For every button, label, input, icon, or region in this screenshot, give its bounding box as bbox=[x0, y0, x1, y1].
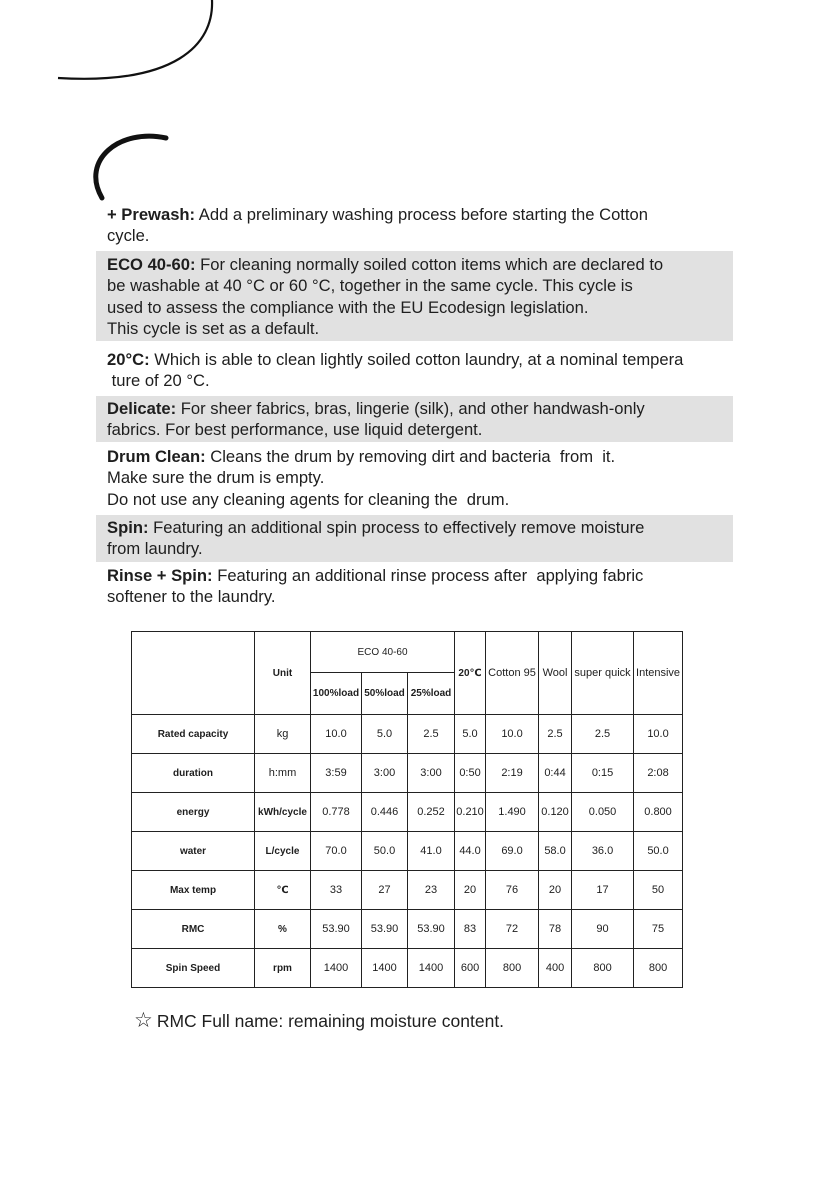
table-cell: 0.050 bbox=[572, 793, 634, 832]
footnote bbox=[134, 1008, 504, 1033]
section-prewash: + Prewash: Add a preliminary washing process before starting the Cotton cycle. bbox=[107, 205, 648, 246]
section-title: Delicate: bbox=[107, 399, 177, 418]
row-label: Rated capacity bbox=[132, 715, 255, 754]
row-unit: rpm bbox=[255, 949, 311, 988]
table-cell: 58.0 bbox=[539, 832, 572, 871]
eco-sub-100: 100%load bbox=[311, 673, 362, 715]
table-cell: 44.0 bbox=[455, 832, 486, 871]
header-blank-cell bbox=[132, 632, 255, 715]
table-cell: 3:00 bbox=[362, 754, 408, 793]
table-row bbox=[132, 715, 683, 754]
footnote-text: RMC Full name: remaining moisture content. bbox=[156, 1011, 505, 1031]
table-cell: 20 bbox=[455, 871, 486, 910]
table-cell: 0.800 bbox=[634, 793, 683, 832]
section-delicate: Delicate: For sheer fabrics, bras, lingerie (silk), and other handwash-only fabrics. For best performance, use liquid detergent. bbox=[96, 396, 733, 442]
page-decoration bbox=[0, 0, 839, 210]
table-cell: 36.0 bbox=[572, 832, 634, 871]
table-row bbox=[132, 871, 683, 910]
program-header-super-quick: super quick bbox=[572, 632, 634, 715]
section-title: Drum Clean: bbox=[107, 447, 206, 466]
table-cell: 75 bbox=[634, 910, 683, 949]
row-unit: L/cycle bbox=[255, 832, 311, 871]
program-header-20c: 20℃ bbox=[455, 632, 486, 715]
table-cell: 10.0 bbox=[486, 715, 539, 754]
table-row bbox=[132, 793, 683, 832]
table-cell: 53.90 bbox=[408, 910, 455, 949]
table-cell: 10.0 bbox=[634, 715, 683, 754]
section-title: 20°C: bbox=[107, 350, 150, 369]
section-rinse-spin: Rinse + Spin: Featuring an additional rinse process after applying fabric softener to the laundry. bbox=[107, 566, 644, 607]
section-title: Rinse + Spin: bbox=[107, 566, 213, 585]
table-cell: 0:15 bbox=[572, 754, 634, 793]
table-cell: 10.0 bbox=[311, 715, 362, 754]
table-cell: 1400 bbox=[362, 949, 408, 988]
row-label: Spin Speed bbox=[132, 949, 255, 988]
row-label: Max temp bbox=[132, 871, 255, 910]
table-cell: 2.5 bbox=[572, 715, 634, 754]
table-cell: 0.778 bbox=[311, 793, 362, 832]
table-cell: 53.90 bbox=[362, 910, 408, 949]
row-label: RMC bbox=[132, 910, 255, 949]
table-cell: 83 bbox=[455, 910, 486, 949]
table-cell: 76 bbox=[486, 871, 539, 910]
section-20c: 20°C: Which is able to clean lightly soiled cotton laundry, at a nominal tempera ture of 20 °C. bbox=[107, 350, 684, 391]
table-cell: 800 bbox=[572, 949, 634, 988]
table-cell: 5.0 bbox=[362, 715, 408, 754]
table-cell: 0.252 bbox=[408, 793, 455, 832]
eco-sub-50: 50%load bbox=[362, 673, 408, 715]
table-cell: 800 bbox=[486, 949, 539, 988]
section-drum-clean: Drum Clean: Cleans the drum by removing dirt and bacteria from it. Make sure the drum is empty. Do not use any cleaning agents for cleaning the drum. bbox=[107, 447, 616, 509]
row-unit: % bbox=[255, 910, 311, 949]
table-cell: 1400 bbox=[408, 949, 455, 988]
row-label: water bbox=[132, 832, 255, 871]
table-header-row bbox=[132, 632, 683, 673]
program-header-wool: Wool bbox=[539, 632, 572, 715]
table-cell: 400 bbox=[539, 949, 572, 988]
table-cell: 0:50 bbox=[455, 754, 486, 793]
row-unit: ℃ bbox=[255, 871, 311, 910]
program-spec-table bbox=[131, 631, 683, 988]
section-title: Spin: bbox=[107, 518, 149, 537]
section-eco-40-60: ECO 40-60: For cleaning normally soiled cotton items which are declared to be washable at 40 °C or 60 °C, together in the same cycle. This cycle is used to assess the compliance with the EU Ecodesign legislation. This cycle is set as a default. bbox=[96, 251, 733, 341]
eco-header: ECO 40-60 bbox=[311, 632, 455, 673]
table-cell: 2:19 bbox=[486, 754, 539, 793]
table-cell: 50.0 bbox=[634, 832, 683, 871]
table-cell: 90 bbox=[572, 910, 634, 949]
table-cell: 27 bbox=[362, 871, 408, 910]
row-unit: kWh/cycle bbox=[255, 793, 311, 832]
table-cell: 0.446 bbox=[362, 793, 408, 832]
table-row bbox=[132, 832, 683, 871]
unit-header: Unit bbox=[255, 632, 311, 715]
row-unit: h:mm bbox=[255, 754, 311, 793]
table-cell: 41.0 bbox=[408, 832, 455, 871]
table-cell: 0.120 bbox=[539, 793, 572, 832]
table-cell: 69.0 bbox=[486, 832, 539, 871]
program-header-cotton95: Cotton 95 bbox=[486, 632, 539, 715]
row-label: duration bbox=[132, 754, 255, 793]
star-icon: ☆ bbox=[134, 1009, 153, 1032]
table-cell: 23 bbox=[408, 871, 455, 910]
row-unit: kg bbox=[255, 715, 311, 754]
table-cell: 2:08 bbox=[634, 754, 683, 793]
table-cell: 0.210 bbox=[455, 793, 486, 832]
table-cell: 1.490 bbox=[486, 793, 539, 832]
table-cell: 1400 bbox=[311, 949, 362, 988]
table-cell: 2.5 bbox=[408, 715, 455, 754]
table-body bbox=[132, 715, 683, 988]
table-row bbox=[132, 754, 683, 793]
table-cell: 0:44 bbox=[539, 754, 572, 793]
table-cell: 33 bbox=[311, 871, 362, 910]
table-cell: 800 bbox=[634, 949, 683, 988]
table-cell: 50 bbox=[634, 871, 683, 910]
table-cell: 3:59 bbox=[311, 754, 362, 793]
row-label: energy bbox=[132, 793, 255, 832]
table-row bbox=[132, 949, 683, 988]
section-spin: Spin: Featuring an additional spin process to effectively remove moisture from laundry. bbox=[96, 515, 733, 562]
table-cell: 72 bbox=[486, 910, 539, 949]
table-cell: 600 bbox=[455, 949, 486, 988]
section-title: ECO 40-60: bbox=[107, 255, 196, 274]
table-cell: 5.0 bbox=[455, 715, 486, 754]
left-arc-decoration bbox=[96, 136, 166, 198]
top-curve-decoration bbox=[58, 0, 212, 79]
table-cell: 17 bbox=[572, 871, 634, 910]
table-row bbox=[132, 910, 683, 949]
table-cell: 2.5 bbox=[539, 715, 572, 754]
table-cell: 3:00 bbox=[408, 754, 455, 793]
table-cell: 53.90 bbox=[311, 910, 362, 949]
table-cell: 20 bbox=[539, 871, 572, 910]
table-cell: 70.0 bbox=[311, 832, 362, 871]
table-cell: 50.0 bbox=[362, 832, 408, 871]
section-title: + Prewash: bbox=[107, 205, 196, 224]
program-header-intensive: Intensive bbox=[634, 632, 683, 715]
table-cell: 78 bbox=[539, 910, 572, 949]
eco-sub-25: 25%load bbox=[408, 673, 455, 715]
